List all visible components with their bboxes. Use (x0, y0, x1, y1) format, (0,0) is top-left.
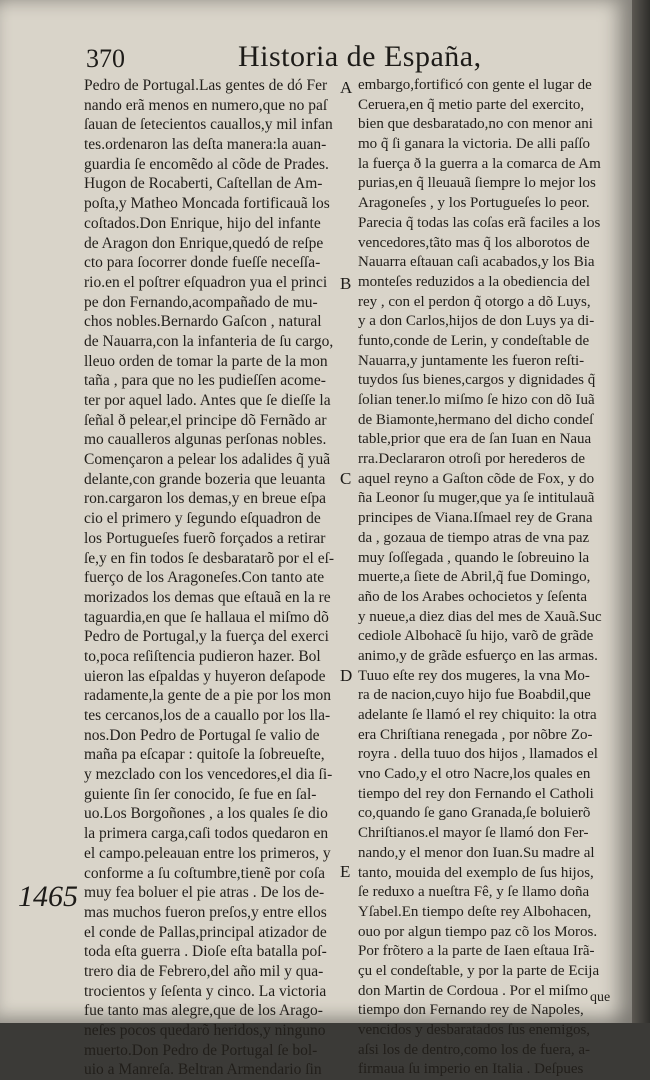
right-column-line: royra . della tuuo dos hijos , llamados el (358, 746, 598, 763)
left-column-line: el conde de Pallas,principal atizador de (84, 923, 327, 941)
running-title: Historia de España, (238, 40, 482, 73)
right-column-line: cediole Albohacẽ ſu hijo, varõ de grãde (358, 628, 594, 645)
left-column-line: fuerço de los Aragoneſes.Con tanto ate (84, 569, 325, 587)
left-column-line: uieron las eſpaldas y huyeron deſapode (84, 667, 326, 685)
right-column-line: nando,y el menor don Iuan.Su madre al (358, 844, 595, 861)
right-column-line: table,prior que era de ſan Iuan en Naua (358, 431, 592, 448)
left-column-line: Començaron a pelear los adalides q̃ yuã (84, 451, 331, 469)
right-column-line: aſsi los de dentro,como los de fuera, a- (358, 1041, 591, 1058)
left-column-line: chos nobles.Bernardo Gaſcon , natural (84, 313, 322, 331)
right-column-line: da , gozaua de tiempo atras de vna paz (358, 529, 590, 546)
left-column-line: mo caualleros algunas perſonas nobles. (84, 431, 327, 449)
right-column-line: vno Cado,y el otro Nacre,los quales en (358, 766, 591, 783)
left-column-line: y mezclado con los vencedores,el dia ſi- (84, 766, 333, 784)
right-column-line: ouo por algun tiempo paz cõ los Moros. (358, 923, 598, 940)
right-column-line: muy ſoſſegada , quando le ſobreuino la (358, 549, 590, 566)
left-column-line: taguardia,en que ſe hallaua el miſmo dõ (84, 608, 329, 626)
right-column-line: ra de nacion,cuyo hijo fue Boabdil,que (358, 687, 591, 704)
left-column-line: guardia ſe encomẽdo al cõde de Prades. (84, 155, 329, 173)
left-column-line: conforme a ſu coſtumbre,tienẽ por coſa (84, 864, 326, 882)
left-column-line: coſtados.Don Enrique, hijo del infante (84, 214, 321, 232)
margin-letter-d: D (340, 666, 353, 685)
right-column-line: aquel reyno a Gaſton cõde de Fox, y do (358, 470, 595, 487)
left-column-line: to,poca reſiſtencia pudieron hazer. Bol (84, 647, 321, 665)
left-column-line: ter por aquel lado. Antes que ſe dieſſe la (84, 392, 331, 409)
left-column-line: de Aragon don Enrique,quedó de reſpe (84, 234, 324, 252)
right-column-line: la fuerça ð la guerra a la comarca de Am (358, 155, 601, 172)
right-column-line: vencedores,tãto mas q̃ los alborotos de (358, 234, 590, 251)
left-column-line: poſta,y Matheo Moncada fortificauã los (84, 195, 330, 213)
left-column-line: pe don Fernando,acompañado de mu- (84, 293, 318, 311)
left-column-line: taña , para que no les pudieſſen acome- (84, 372, 326, 390)
right-column-line: mo q̃ ſi ganara la victoria. De alli paſſo (358, 136, 591, 153)
right-column-line: firmaua ſu imperio en Italia . Deſpues (358, 1061, 584, 1078)
left-column-line: maña pa eſcapar : quitoſe la ſobreueſte, (84, 746, 325, 764)
right-column-line: bien que desbaratado,no con menor ani (358, 116, 593, 133)
right-column-line: vencidos y desbaratados ſus enemigos, (358, 1022, 591, 1038)
left-column-line: toda eſta guerra . Dioſe eſta batalla poſ- (84, 943, 327, 961)
left-column-line: el campo.peleauan entre los primeros, y (84, 844, 331, 862)
right-column-line: tiempo del rey don Fernando el Catholi (358, 785, 594, 802)
left-column-line: trocientos y ſeſenta y cinco. La victoria (84, 982, 327, 1000)
right-column-line: tanto, mouida del exemplo de ſus hijos, (358, 864, 594, 881)
left-column-line: uo.Los Borgoñones , a los quales ſe dio (84, 805, 328, 823)
right-column (358, 76, 604, 1080)
right-column-line: ña Leonor ſu muger,que ya ſe intitulauã (358, 490, 595, 507)
right-column-line: tiempo don Fernando rey de Napoles, (358, 1002, 584, 1019)
left-column-line: uio a Manreſa. Beltran Armendario ſin (84, 1061, 322, 1079)
left-column-line: delante,con grande bozeria que leuanta (84, 470, 326, 488)
right-column-line: y nueue,a diez dias del mes de Xauã.Suc (358, 608, 602, 625)
right-column-line: año de los Arabes ochocietos y ſeſenta (358, 588, 588, 605)
book-edge (632, 0, 650, 1023)
right-column-line: don Martin de Cordoua . Por el miſmo (358, 982, 588, 999)
left-column-line: Hugon de Rocaberti, Caſtellan de Am- (84, 175, 323, 193)
left-column-line: rio.en el poſtrer eſquadron yua el princi (84, 273, 328, 291)
margin-year: 1465 (18, 880, 78, 913)
right-column-line: Aragoneſes , y los Portugueſes lo peor. (358, 195, 590, 212)
left-column-line: tes cercanos,los de a cauallo por los lla- (84, 707, 331, 724)
left-column-line: ſe,y en fin todos ſe desbaratarõ por el eſ- (84, 549, 335, 567)
left-column-line: ſauan de ſetecientos cauallos,y mil infan (84, 116, 333, 134)
right-column-line: muerte,a ſiete de Abril,q̃ fue Domingo, (358, 569, 591, 586)
right-column-line: Por frõtero a la parte de Iaen eſtaua Irã- (358, 943, 595, 960)
left-column-line: morizados los demas que eſtauã en la re (84, 588, 331, 606)
right-column-line: tuydos ſus bienes,cargos y dignidades q̃ (358, 372, 596, 389)
left-column-line: ſeñal ð pelear,el principe dõ Fernãdo ar (84, 411, 327, 429)
right-column-line: Nauarra,y juntamente les fueron reſti- (358, 352, 585, 369)
left-column-line: nos.Don Pedro de Portugal ſe valio de (84, 726, 320, 744)
left-column-line: cio el primero y ſegundo eſquadron de (84, 510, 321, 528)
right-column-line: monteſes reduzidos a la obediencia del (358, 273, 590, 290)
right-column-line: rra.Declararon otroſi por herederos de (358, 451, 585, 468)
margin-letter-a: A (340, 78, 353, 97)
right-column-line: Ceruera,en q̃ metio parte del exercito, (358, 96, 585, 113)
right-column-line: de Biamonte,hermano del dicho condeſ (358, 411, 594, 428)
right-column-line: Parecia q̃ todas las coſas erã faciles a los (358, 214, 601, 231)
left-column-line: nando erã menos en numero,que no paſ (84, 96, 328, 114)
left-column-line: trero dia de Febrero,del año mil y qua- (84, 962, 324, 980)
right-column-line: Chriſtianos.el mayor ſe llamó don Fer- (358, 825, 589, 842)
margin-letter-c: C (340, 469, 352, 488)
right-column-line: y a don Carlos,hijos de don Luys ya di- (358, 313, 595, 330)
right-column-line: çu el condeſtable, y por la parte de Ecija (358, 962, 600, 979)
right-column-line: animo,y de grãde esfuerço en las armas. (358, 647, 598, 664)
right-column-line: ſe reduxo a nueſtra Fê, y ſe llamo doña (358, 884, 590, 901)
margin-letter-b: B (340, 274, 352, 293)
right-column-line: ſolian tener.lo miſmo ſe hizo con dõ Iuã (358, 392, 595, 408)
right-column-line: era Chriſtiana renegada , por nõbre Zo- (358, 726, 593, 743)
left-column-line: muy fea boluer el pie atras . De los de- (84, 884, 325, 902)
margin-letter-e: E (340, 862, 351, 881)
left-column-line: radamente,la gente de a pie por los mon (84, 687, 332, 705)
right-column-line: Nauarra eſtauan caſi acabados,y los Bia (358, 254, 595, 271)
right-column-line: Tuuo eſte rey dos mugeres, la vna Mo- (358, 667, 590, 684)
left-column (84, 76, 344, 1080)
left-column-line: Pedro de Portugal.Las gentes de dó Fer (84, 77, 328, 94)
left-column-line: los Portugueſes fuerõ forçados a retirar (84, 529, 326, 547)
left-column-line: guiente ſin ſer conocido, ſe fue en ſal- (84, 785, 317, 803)
left-column-line: fue tanto mas alegre,que de los Arago- (84, 1002, 323, 1020)
right-column-line: Yſabel.En tiempo deſte rey Albohacen, (358, 903, 592, 920)
left-column-line: tes.ordenaron las deſta manera:la auan- (84, 136, 327, 154)
left-column-line: lleuo orden de tomar la parte de la mon (84, 352, 328, 370)
right-column-line: principes de Viana.Iſmael rey de Grana (358, 510, 593, 527)
right-column-line: adelante ſe llamó el rey chiquito: la otra (358, 707, 597, 723)
left-column-line: de Nauarra,con la infanteria de ſu cargo, (84, 332, 334, 350)
left-column-line: muerto.Don Pedro de Portugal ſe bol- (84, 1041, 318, 1059)
catchword: que (590, 990, 611, 1005)
page-number: 370 (86, 44, 125, 73)
left-column-line: mas muchos fueron preſos,y entre ellos (84, 903, 327, 921)
left-column-line: cto para ſocorrer donde fueſſe neceſſa- (84, 254, 321, 272)
right-column-line: purias,en q̃ lleuauã ſiempre lo mejor los (358, 175, 596, 192)
right-column-line: rey , con el perdon q̃ otorgo a dõ Luys, (358, 293, 591, 310)
left-column-line: Pedro de Portugal,y la fuerça del exerci (84, 628, 329, 646)
right-column-line: funto,conde de Lerin, y condeſtable de (358, 332, 590, 349)
page-header (62, 28, 582, 73)
left-column-line: la primera carga,caſi todos quedaron en (84, 825, 329, 843)
right-column-line: co,quando ſe gano Granada,ſe boluierõ (358, 805, 591, 822)
left-column-line: neſes pocos quedarõ heridos,y ninguno (84, 1022, 326, 1039)
left-column-line: ron.cargaron los demas,y en breue eſpa (84, 490, 327, 508)
right-column-line: embargo,fortificó con gente el lugar de (358, 77, 592, 93)
